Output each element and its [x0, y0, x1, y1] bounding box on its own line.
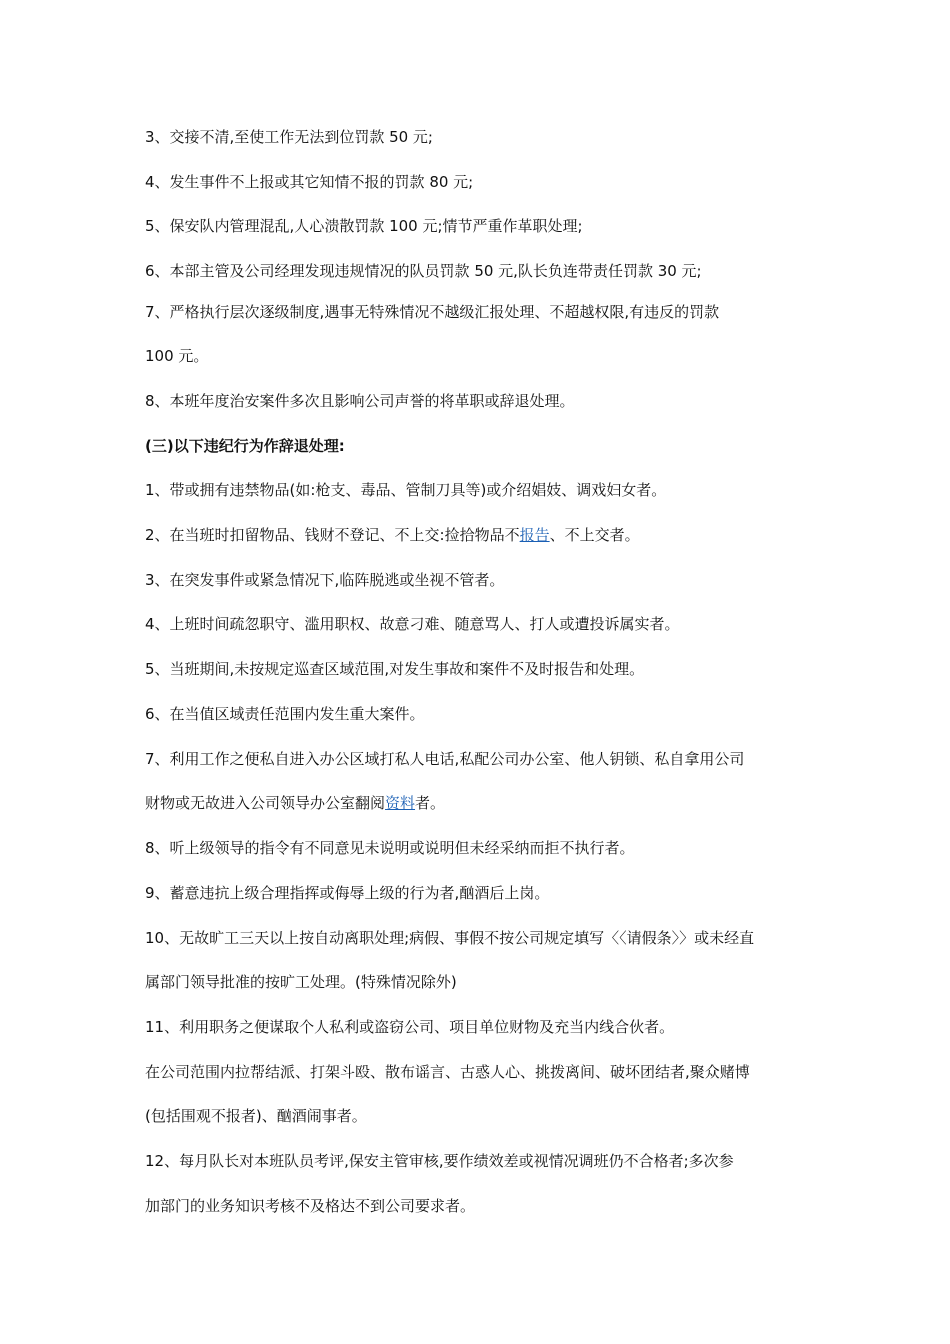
text-line — [145, 525, 640, 545]
text-line: 3、交接不清,至使工作无法到位罚款 50 元; — [145, 128, 433, 146]
text-line: 6、在当值区域责任范围内发生重大案件。 — [145, 705, 425, 723]
text-line: 5、当班期间,未按规定巡查区域范围,对发生事故和案件不及时报告和处理。 — [145, 660, 645, 678]
report-link[interactable]: 报告 — [519, 526, 550, 544]
text-line: 7、利用工作之便私自进入办公区域打私人电话,私配公司办公室、他人钥锁、私自拿用公司 — [145, 750, 745, 768]
text-line: 6、本部主管及公司经理发现违规情况的队员罚款 50 元,队长负连带责任罚款 30 元; — [145, 262, 702, 280]
text-line: 10、无故旷工三天以上按自动离职处理;病假、事假不按公司规定填写〈〈请假条〉〉或未经直 — [145, 929, 755, 947]
text-line: 8、听上级领导的指令有不同意见未说明或说明但未经采纳而拒不执行者。 — [145, 839, 635, 857]
text-segment: 财物或无故进入公司领导办公室翻阅 — [145, 794, 386, 812]
text-line: 3、在突发事件或紧急情况下,临阵脱逃或坐视不管者。 — [145, 571, 505, 589]
text-segment: 者。 — [415, 794, 446, 812]
text-segment: 2、在当班时扣留物品、钱财不登记、不上交:捡拾物品不 — [145, 526, 520, 544]
text-line: 4、发生事件不上报或其它知情不报的罚款 80 元; — [145, 173, 474, 191]
text-line: 12、每月队长对本班队员考评,保安主管审核,要作绩效差或视情况调班仍不合格者;多次参 — [145, 1152, 734, 1170]
text-line: 在公司范围内拉帮结派、打架斗殴、散布谣言、古惑人心、挑拨离间、破坏团结者,聚众赌博 — [145, 1063, 750, 1081]
text-line: 加部门的业务知识考核不及格达不到公司要求者。 — [145, 1197, 476, 1215]
text-line: 11、利用职务之便谋取个人私利或盗窃公司、项目单位财物及充当内线合伙者。 — [145, 1018, 675, 1036]
materials-link[interactable]: 资料 — [385, 794, 416, 812]
text-line: 1、带或拥有违禁物品(如:枪支、毒品、管制刀具等)或介绍娼妓、调戏妇女者。 — [145, 481, 667, 499]
section-heading: (三)以下违纪行为作辞退处理: — [145, 437, 345, 455]
text-line: 4、上班时间疏忽职守、滥用职权、故意刁难、随意骂人、打人或遭投诉属实者。 — [145, 615, 680, 633]
text-line: 100 元。 — [145, 347, 209, 365]
text-line: 7、严格执行层次逐级制度,遇事无特殊情况不越级汇报处理、不超越权限,有违反的罚款 — [145, 303, 720, 321]
text-line — [145, 793, 445, 813]
text-line: 5、保安队内管理混乱,人心溃散罚款 100 元;情节严重作革职处理; — [145, 217, 583, 235]
text-line: 9、蓄意违抗上级合理指挥或侮辱上级的行为者,酗酒后上岗。 — [145, 884, 550, 902]
text-segment: 、不上交者。 — [549, 526, 640, 544]
text-line: 8、本班年度治安案件多次且影响公司声誉的将革职或辞退处理。 — [145, 392, 575, 410]
text-line: (包括围观不报者)、酗酒闹事者。 — [145, 1107, 367, 1125]
text-line: 属部门领导批准的按旷工处理。(特殊情况除外) — [145, 973, 457, 991]
